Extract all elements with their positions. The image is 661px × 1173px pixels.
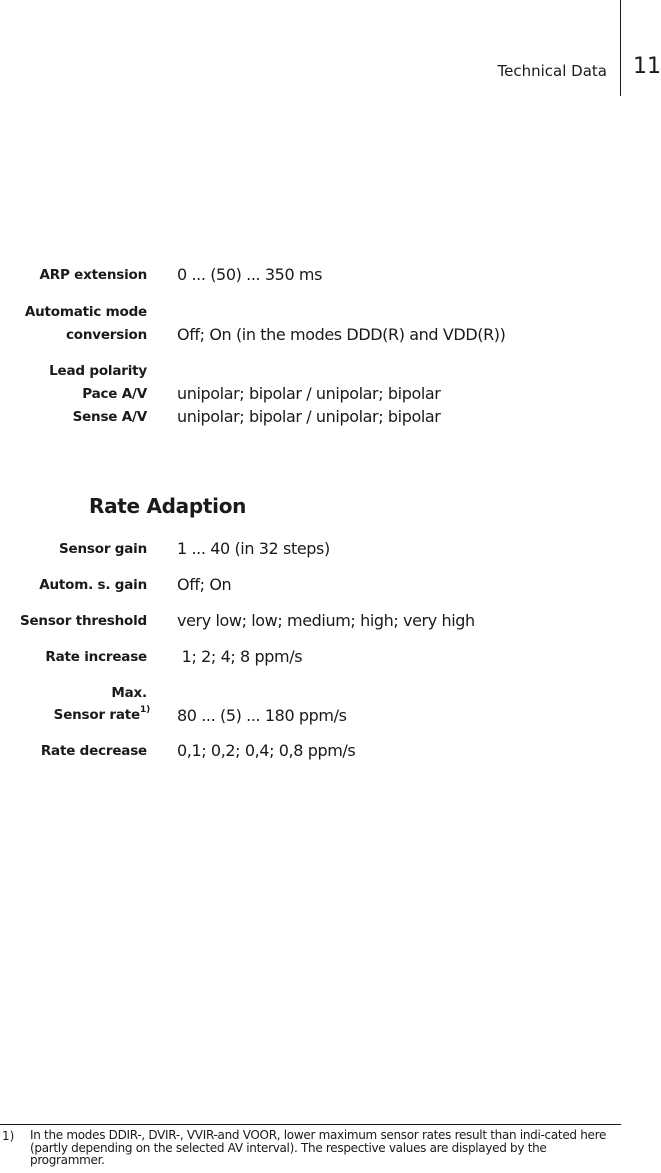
value-sensor-gain: 1 ... 40 (in 32 steps) xyxy=(177,539,330,558)
label-autom-s-gain: Autom. s. gain xyxy=(39,577,147,593)
label-pace-av: Pace A/V xyxy=(82,386,147,402)
label-lead-polarity: Lead polarity xyxy=(49,363,147,379)
footnote-text: In the modes DDIR-, DVIR-, VVIR-and VOOR, lower maximum sensor rates result than indi-cated here (partly depending on the selected AV interval). The respective values are displayed by the programmer. xyxy=(30,1128,607,1167)
label-sensor-gain: Sensor gain xyxy=(59,541,147,557)
label-sensor-rate xyxy=(0,707,150,723)
value-rate-decrease: 0,1; 0,2; 0,4; 0,8 ppm/s xyxy=(177,741,356,760)
label-sensor-rate-text: Sensor rate xyxy=(53,707,141,723)
label-conversion: conversion xyxy=(65,327,147,343)
page-number: 11 xyxy=(633,54,661,79)
footnote-ref: 1) xyxy=(140,705,150,715)
footnote-divider xyxy=(0,1124,621,1125)
value-autom-s-gain: Off; On xyxy=(177,575,232,594)
label-rate-decrease: Rate decrease xyxy=(40,743,147,759)
value-arp-extension: 0 ... (50) ... 350 ms xyxy=(177,265,323,284)
label-automatic-mode: Automatic mode xyxy=(24,304,147,320)
header-divider xyxy=(620,0,621,96)
label-rate-increase: Rate increase xyxy=(45,649,147,665)
label-arp-extension: ARP extension xyxy=(39,267,147,283)
footnote-mark: 1) xyxy=(2,1129,15,1143)
label-max: Max. xyxy=(111,685,147,701)
section-title-rate-adaption: Rate Adaption xyxy=(89,494,247,518)
value-sense-av: unipolar; bipolar / unipolar; bipolar xyxy=(177,407,441,426)
value-rate-increase: 1; 2; 4; 8 ppm/s xyxy=(177,647,303,666)
value-automatic-mode-conversion: Off; On (in the modes DDD(R) and VDD(R)) xyxy=(177,325,506,344)
value-pace-av: unipolar; bipolar / unipolar; bipolar xyxy=(177,384,441,403)
page-header-title: Technical Data xyxy=(497,62,607,80)
value-max-sensor-rate: 80 ... (5) ... 180 ppm/s xyxy=(177,706,347,725)
value-sensor-threshold: very low; low; medium; high; very high xyxy=(177,611,475,630)
label-sensor-threshold: Sensor threshold xyxy=(19,613,147,629)
label-sense-av: Sense A/V xyxy=(72,409,147,425)
